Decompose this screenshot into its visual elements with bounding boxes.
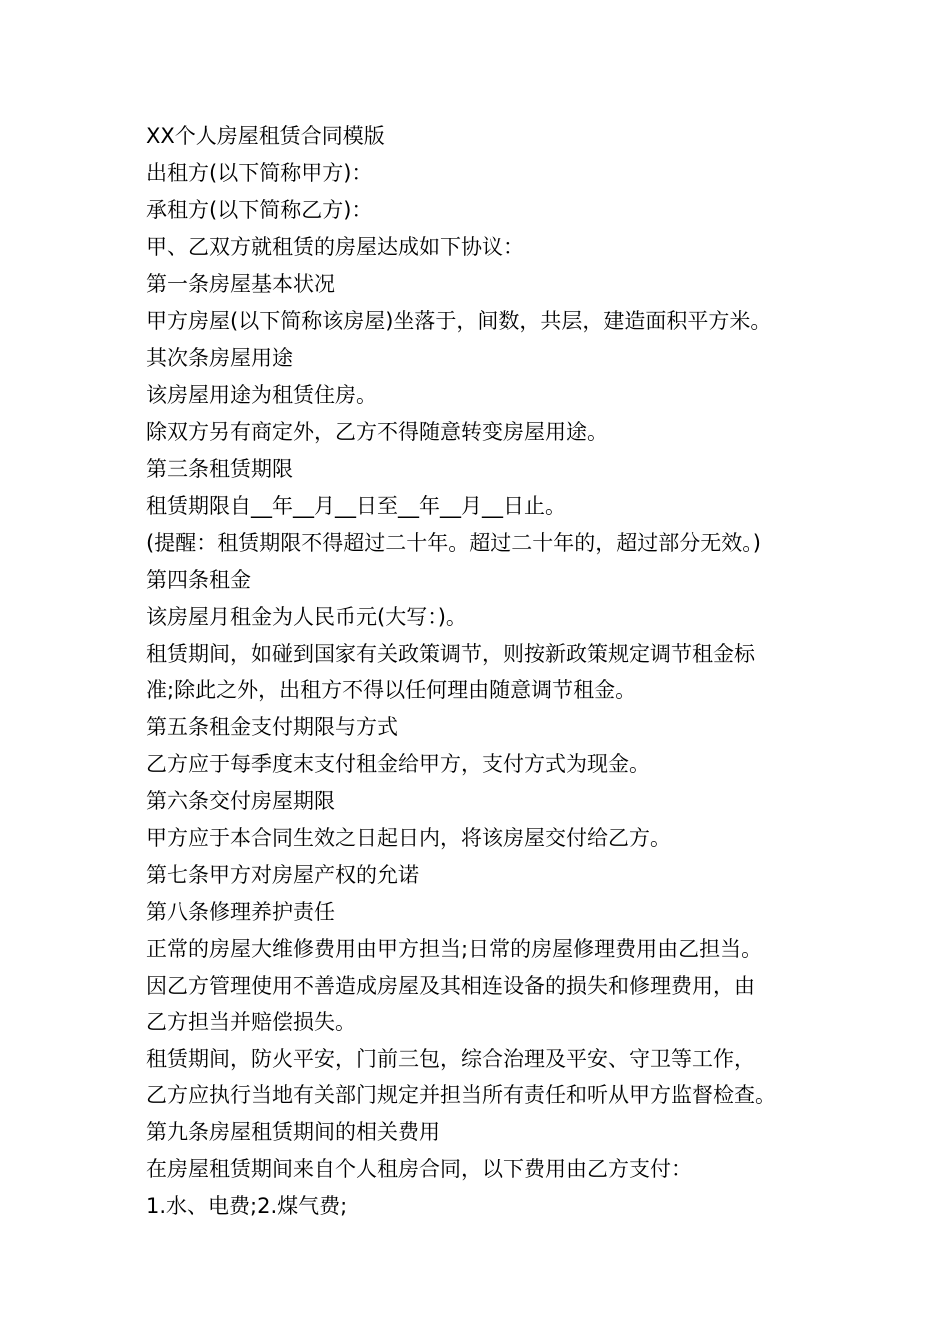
article-9-text-2: 1.水、电费;2.煤气费; bbox=[146, 1194, 348, 1218]
article-8-heading: 第八条修理养护责任 bbox=[146, 900, 335, 924]
lessee-line: 承租方(以下简称乙方)： bbox=[146, 198, 373, 222]
article-2-text-2: 除双方另有商定外，乙方不得随意转变房屋用途。 bbox=[146, 420, 608, 444]
agreement-intro: 甲、乙双方就租赁的房屋达成如下协议： bbox=[146, 235, 524, 259]
article-4-text-1: 该房屋月租金为人民币元(大写：)。 bbox=[146, 605, 467, 629]
article-1-text: 甲方房屋(以下简称该房屋)坐落于，间数，共层，建造面积平方米。 bbox=[146, 309, 772, 333]
article-3-heading: 第三条租赁期限 bbox=[146, 457, 293, 481]
article-3-note: (提醒：租赁期限不得超过二十年。超过二十年的，超过部分无效。) bbox=[146, 531, 761, 555]
article-4-text-2a: 租赁期间，如碰到国家有关政策调节，则按新政策规定调节租金标 bbox=[146, 642, 755, 666]
article-6-heading: 第六条交付房屋期限 bbox=[146, 789, 335, 813]
article-7-heading: 第七条甲方对房屋产权的允诺 bbox=[146, 863, 419, 887]
article-2-heading: 其次条房屋用途 bbox=[146, 346, 293, 370]
article-8-text-1: 正常的房屋大维修费用由甲方担当;日常的房屋修理费用由乙担当。 bbox=[146, 937, 763, 961]
article-8-text-2a: 因乙方管理使用不善造成房屋及其相连设备的损失和修理费用，由 bbox=[146, 974, 755, 998]
article-9-heading: 第九条房屋租赁期间的相关费用 bbox=[146, 1120, 440, 1144]
article-4-text-2b: 准;除此之外，出租方不得以任何理由随意调节租金。 bbox=[146, 678, 637, 702]
document-body bbox=[146, 118, 816, 1225]
lessor-line: 出租方(以下简称甲方)： bbox=[146, 161, 373, 185]
article-8-text-3a: 租赁期间，防火平安，门前三包，综合治理及平安、守卫等工作， bbox=[146, 1047, 755, 1071]
article-4-heading: 第四条租金 bbox=[146, 568, 251, 592]
article-3-text-1: 租赁期限自__年__月__日至__年__月__日止。 bbox=[146, 494, 566, 518]
document-title: XX个人房屋租赁合同模版 bbox=[146, 124, 385, 148]
article-6-text: 甲方应于本合同生效之日起日内，将该房屋交付给乙方。 bbox=[146, 826, 671, 850]
article-9-text-1: 在房屋租赁期间来自个人租房合同，以下费用由乙方支付： bbox=[146, 1157, 692, 1181]
article-1-heading: 第一条房屋基本状况 bbox=[146, 272, 335, 296]
article-8-text-3b: 乙方应执行当地有关部门规定并担当所有责任和听从甲方监督检查。 bbox=[146, 1083, 776, 1107]
article-5-text: 乙方应于每季度末支付租金给甲方，支付方式为现金。 bbox=[146, 752, 650, 776]
article-5-heading: 第五条租金支付期限与方式 bbox=[146, 715, 398, 739]
article-8-text-2b: 乙方担当并赔偿损失。 bbox=[146, 1010, 356, 1034]
article-2-text-1: 该房屋用途为租赁住房。 bbox=[146, 383, 377, 407]
